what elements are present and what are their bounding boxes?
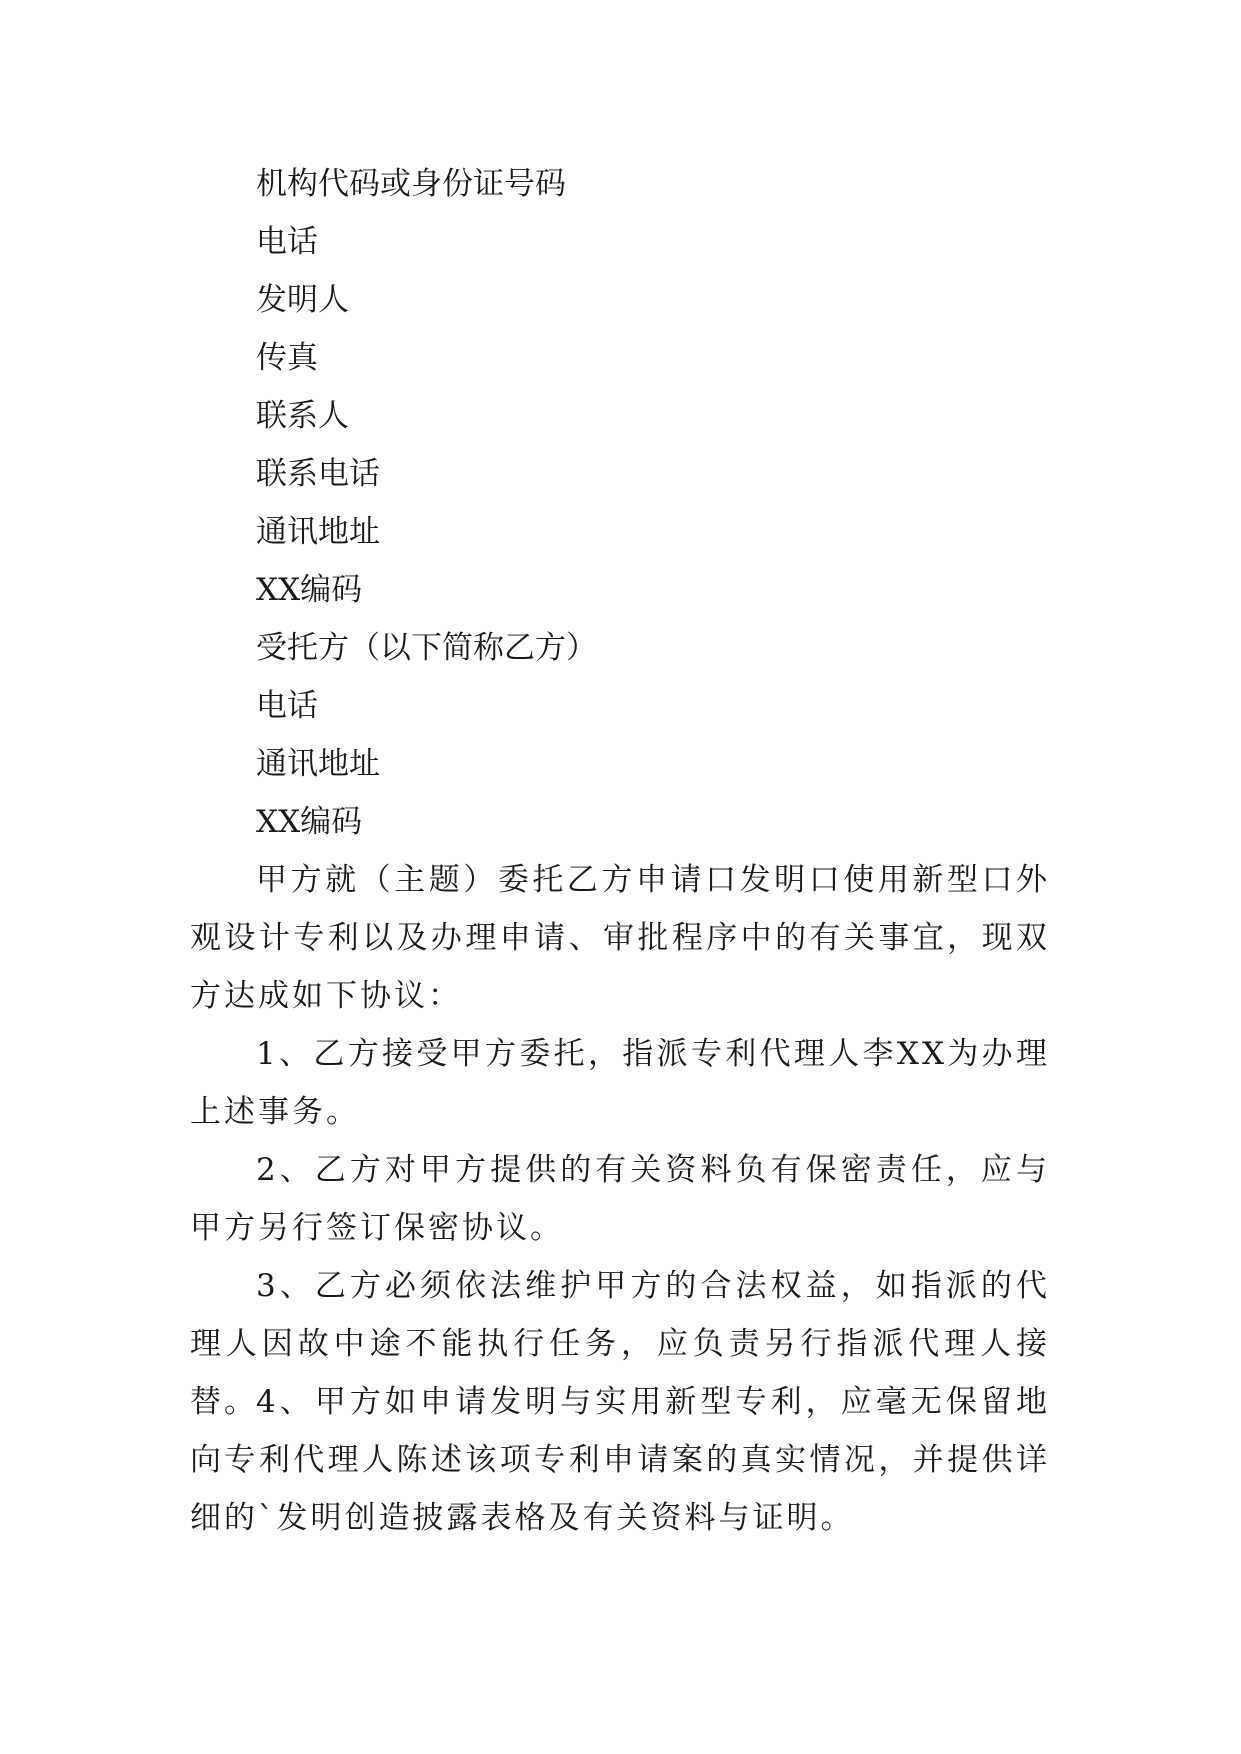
intro-paragraph: 甲方就（主题）委托乙方申请口发明口使用新型口外观设计专利以及办理申请、审批程序中的有关事宜，现双方达成如下协议： <box>190 862 1050 1014</box>
field-trustee: 受托方（以下简称乙方） <box>256 630 597 666</box>
clause-3-paragraph: 3、乙方必须依法维护甲方的合法权益，如指派的代理人因故中途不能执行任务，应负责另行指派代理人接替。 <box>190 1268 1050 1420</box>
field-fax: 传真 <box>256 340 318 376</box>
field-trustee-postal-code: XX编码 <box>256 804 363 840</box>
field-org-code-or-id-number: 机构代码或身份证号码 <box>256 166 566 202</box>
field-trustee-phone: 电话 <box>256 688 318 724</box>
field-contact-person: 联系人 <box>256 398 349 434</box>
field-inventor: 发明人 <box>256 282 349 318</box>
field-trustee-address: 通讯地址 <box>256 746 380 782</box>
field-contact-phone: 联系电话 <box>256 456 380 492</box>
field-postal-code: XX编码 <box>256 572 363 608</box>
field-phone: 电话 <box>256 224 318 260</box>
clause-1-paragraph: 1、乙方接受甲方委托，指派专利代理人李XX为办理上述事务。 <box>190 1036 1050 1130</box>
field-mailing-address: 通讯地址 <box>256 514 380 550</box>
clause-4-paragraph: 4、甲方如申请发明与实用新型专利，应毫无保留地向专利代理人陈述该项专利申请案的真实情况，并提供详细的`发明创造披露表格及有关资料与证明。 <box>190 1384 1050 1536</box>
clause-2-paragraph: 2、乙方对甲方提供的有关资料负有保密责任，应与甲方另行签订保密协议。 <box>190 1152 1050 1246</box>
